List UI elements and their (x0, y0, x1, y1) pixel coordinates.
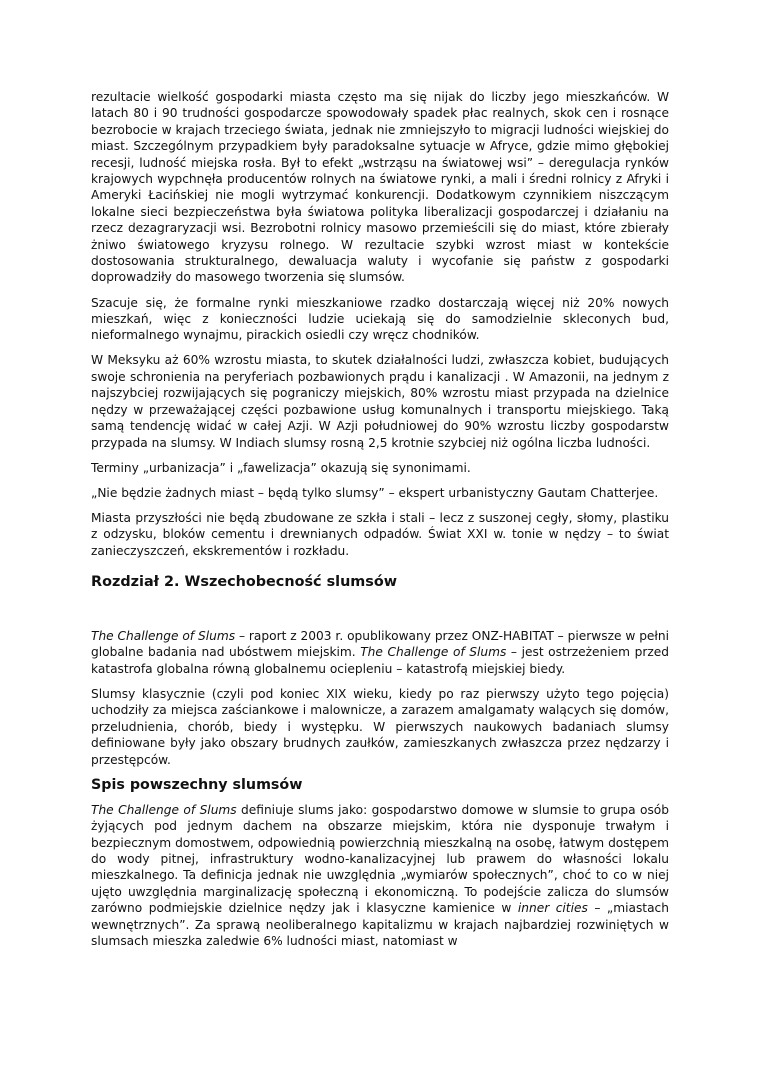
paragraph-regional-growth: W Meksyku aż 60% wzrostu miasta, to skutek działalności ludzi, zwłaszcza kobiet, budujących swoje schronienia na peryferiach pozbawionych prądu i kanalizacji . W Amazonii, na jednym z najszybciej rozwijających się pograniczy miejskich, 80% wzrostu miast przypada na dzielnice nędzy w przeważającej części pozbawione usług komunalnych i transportu miejskiego. Taką samą tendencję widać w całej Azji. W Azji południowej do 90% wzrostu liczby gospodarstw przypada na slumsy. W Indiach slumsy rosną 2,5 krotnie szybciej niż ogólna liczba ludności. (91, 353, 669, 450)
report-text: – raport z 2003 r. opublikowany przez ONZ-HABITAT – pierwsze w pełni globalne badania nad ubóstwem miejskim. (91, 629, 669, 660)
paragraph-quote: „Nie będzie żadnych miast – będą tylko slumsy” – ekspert urbanistyczny Gautam Chatterjee. (91, 485, 659, 500)
report-text: – jest ostrzeżeniem przed katastrofa globalna równą globalnemu ociepleniu – katastrofą miejskiej biedy. (91, 645, 669, 676)
report-title-italic: The Challenge of Slums (360, 645, 507, 660)
document-page (91, 89, 669, 958)
inner-cities-italic: inner cities (517, 901, 588, 916)
chapter-title: Rozdział 2. Wszechobecność slumsów (91, 574, 398, 590)
definition-text: – „miastach wewnętrznych”. Za sprawą neoliberalnego kapitalizmu w krajach najbardziej rozwiniętych w slumsach mieszka zaledwie 6% ludności miast, natomiast w (91, 901, 669, 948)
report-title-italic: The Challenge of Slums (91, 802, 237, 817)
subsection-title: Spis powszechny slumsów (91, 776, 303, 793)
paragraph-urban-migration: rezultacie wielkość gospodarki miasta często ma się nijak do liczby jego mieszkańców. W latach 80 i 90 trudności gospodarcze spowodowały spadek płac realnych, skok cen i rosnące bezrobocie w krajach trzeciego świata, jednak nie zmniejszyło to migracji ludności wiejskiej do miast. Szczególnym przypadkiem były paradoksalne sytuacje w Afryce, gdzie mimo głębokiej recesji, ludność miejska rosła. Był to efekt „wstrząsu na światowej wsi” – deregulacja rynków krajowych wypchnęła producentów rolnych na światowe rynki, a mali i średni rolnicy z Afryki i Ameryki Łacińskiej nie mogli wytrzymać konkurencji. Dodatkowym czynnikiem niszczącym lokalne sieci bezpieczeństwa była światowa polityka liberalizacji gospodarczej i działaniu na rzecz dezagraryzacji wsi. Bezrobotni rolnicy masowo przemieścili się do miast, które zbierały żniwo światowego kryzysu rolnego. W rezultacie szybki wzrost miast w kontekście dostosowania strukturalnego, dewaluacja waluty i wycofanie się państw z gospodarki doprowadziły do masowego tworzenia się slumsów. (91, 90, 669, 285)
paragraph-slum-definition (91, 802, 669, 950)
paragraph-housing-markets: Szacuje się, że formalne rynki mieszkaniowe rzadko dostarczają więcej niż 20% nowych mieszkań, więc z konieczności ludzie uciekają się do samodzielnie skleconych bud, nieformalnego wynajmu, pirackich osiedli czy wręcz chodników. (91, 295, 669, 343)
paragraph-classic-slums: Slumsy klasycznie (czyli pod koniec XIX wieku, kiedy po raz pierwszy użyto tego pojęcia) uchodziły za miejsca zaściankowe i malownicze, a zarazem amalgamaty walących się domów, przeludnienia, chorób, biedy i występku. W pierwszych naukowych badaniach slumsy definiowane były jako obszary brudnych zaułków, zamieszkanych zwłaszcza przez nędzarzy i przestępców. (91, 686, 669, 767)
paragraph-challenge-report (91, 628, 669, 677)
paragraph-future-cities: Miasta przyszłości nie będą zbudowane ze szkła i stali – lecz z suszonej cegły, słomy, plastiku z odzysku, bloków cementu i drewnianych odpadów. Świat XXI w. tonie w nędzy – to świat zanieczyszczeń, ekskrementów i rozkładu. (91, 510, 669, 558)
paragraph-terms: Terminy „urbanizacja” i „fawelizacja” okazują się synonimami. (91, 460, 471, 475)
definition-text: definiuje slums jako: gospodarstwo domowe w slumsie to grupa osób żyjących pod jednym dachem na obszarze miejskim, która nie dysponuje trwałym i bezpiecznym domostwem, odpowiednią powierzchnią mieszkalną na osobę, łatwym dostępem do wody pitnej, infrastruktury wodno-kanalizacyjnej lub prawem do własności lokalu mieszkalnego. Ta definicja jednak nie uwzględnia „wymiarów społecznych”, choć to co w niej ujęto uwzględnia marginalizację społeczną i ekonomiczną. To podejście zalicza do slumsów zarówno podmiejskie dzielnice nędzy jak i klasyczne kamienice w (91, 802, 669, 916)
report-title-italic: The Challenge of Slums (91, 629, 236, 643)
